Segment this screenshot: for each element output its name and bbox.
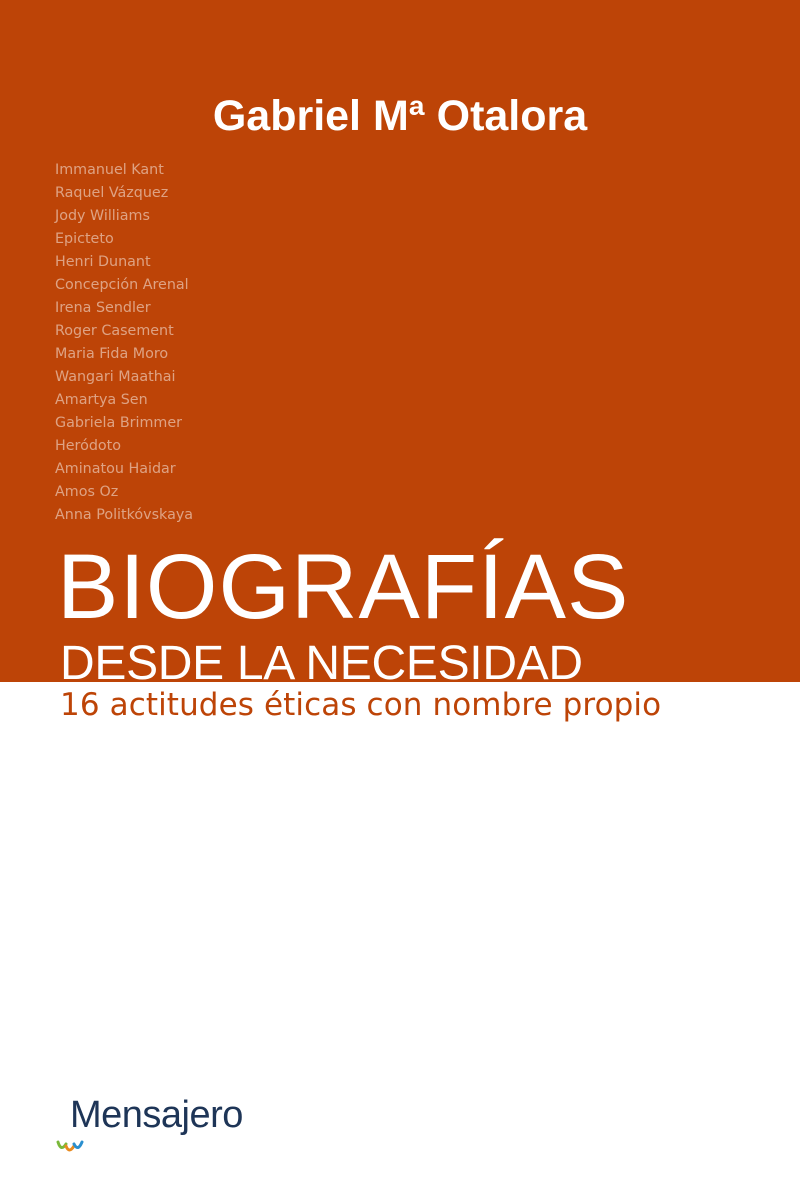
- book-subtitle: 16 actitudes éticas con nombre propio: [60, 687, 662, 723]
- author-name: Gabriel Mª Otalora: [212, 92, 588, 140]
- list-item: Wangari Maathai: [55, 369, 176, 385]
- list-item: Gabriela Brimmer: [55, 415, 183, 431]
- list-item: Anna Politkóvskaya: [55, 507, 194, 523]
- book-title-second-line: DESDE LA NECESIDAD: [60, 637, 583, 690]
- list-item: Roger Casement: [55, 323, 174, 339]
- list-item: Amartya Sen: [55, 392, 148, 408]
- list-item: Raquel Vázquez: [55, 185, 169, 201]
- list-item: Heródoto: [55, 438, 122, 454]
- list-item: Maria Fida Moro: [55, 346, 169, 362]
- book-title: BIOGRAFÍAS: [57, 536, 630, 638]
- featured-names-list: [55, 159, 193, 527]
- list-item: Immanuel Kant: [55, 162, 164, 178]
- list-item: Concepción Arenal: [55, 277, 189, 293]
- list-item: Aminatou Haidar: [55, 461, 176, 477]
- list-item: Epicteto: [55, 231, 114, 247]
- list-item: Amos Oz: [55, 484, 119, 500]
- publisher-name: Mensajero: [70, 1094, 243, 1136]
- list-item: Irena Sendler: [55, 300, 151, 316]
- list-item: Henri Dunant: [55, 254, 151, 270]
- list-item: Jody Williams: [55, 208, 150, 224]
- publisher-logo: [55, 1096, 275, 1160]
